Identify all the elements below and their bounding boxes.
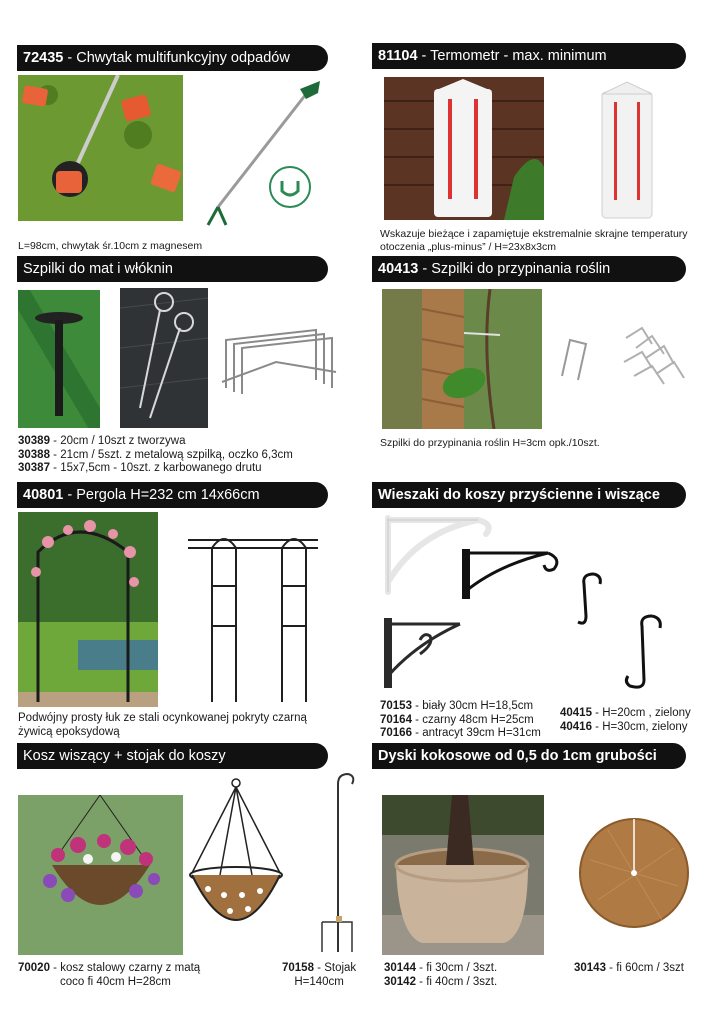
list-item: 30143 - fi 60cm / 3szt	[574, 962, 684, 974]
mat-pin-wire-image	[216, 318, 342, 398]
list-item: 40415 - H=20cm , zielony	[560, 707, 691, 719]
item-desc: fi 60cm / 3szt	[616, 962, 684, 974]
product-code: 70020	[18, 962, 50, 974]
item-desc-2: H=140cm	[294, 975, 344, 988]
product-code: 30142	[384, 975, 416, 988]
basket-product-image	[186, 775, 286, 955]
item-desc: 20cm / 10szt z tworzywa	[60, 435, 186, 447]
header-mat-pins	[17, 256, 328, 282]
section-title: Termometr - max. minimum	[430, 48, 607, 64]
product-code: 70166	[380, 727, 412, 739]
product-code: 40801	[23, 487, 64, 503]
item-desc: kosz stalowy czarny z matą	[60, 962, 201, 974]
product-code: 30388	[18, 448, 50, 461]
section-title: Chwytak multifunkcyjny odpadów	[76, 50, 290, 66]
product-code: 30389	[18, 435, 50, 447]
picker-tool-image	[192, 75, 327, 235]
basket-caption	[18, 962, 200, 989]
list-item: 30387 - 15x7,5cm - 10szt. z karbowanego drutu	[18, 462, 262, 474]
header-picker: 72435 - Chwytak multifunkcyjny odpadów	[17, 45, 328, 71]
product-code: 70158	[282, 962, 314, 974]
item-desc: 15x7,5cm - 10szt. z karbowanego drutu	[60, 462, 262, 474]
list-item: 70020 - kosz stalowy czarny z matą	[18, 962, 201, 974]
list-item: 30388 - 21cm / 5szt. z metalową szpilką, oczko 6,3cm	[18, 448, 293, 461]
mat-pin-metal-photo	[120, 288, 208, 428]
hook-small-image	[572, 570, 606, 630]
item-desc: biały 30cm H=18,5cm	[422, 700, 534, 712]
section-title: Kosz wiszący + stojak do koszy	[23, 748, 226, 764]
header-plant-pins: 40413 - Szpilki do przypinania roślin	[372, 256, 686, 282]
product-code: 40416	[560, 720, 592, 733]
pergola-garden-photo	[18, 512, 158, 707]
product-code: 30143	[574, 962, 606, 974]
item-desc-2: coco fi 40cm H=28cm	[60, 975, 171, 988]
item-desc: czarny 48cm H=25cm	[422, 713, 534, 726]
section-title: Pergola H=232 cm 14x66cm	[76, 487, 260, 503]
coco-single-caption	[574, 962, 684, 976]
item-desc: 21cm / 5szt. z metalową szpilką, oczko 6,3cm	[60, 448, 293, 461]
header-thermometer: 81104 - Termometr - max. minimum	[372, 43, 686, 69]
header-basket	[17, 743, 328, 769]
item-desc: fi 40cm / 3szt.	[426, 975, 498, 988]
list-item: 70164 - czarny 48cm H=25cm	[380, 713, 534, 726]
product-code: 40415	[560, 707, 592, 719]
list-item: 40416 - H=30cm, zielony	[560, 720, 688, 733]
item-desc: antracyt 39cm H=31cm	[422, 727, 541, 739]
item-desc: H=20cm , zielony	[602, 707, 691, 719]
header-coco-discs	[372, 743, 686, 769]
hanger-black-image	[458, 545, 566, 603]
hooks-list	[560, 707, 691, 734]
coco-disc-planter-photo	[382, 795, 544, 955]
thermometer-caption: Wskazuje bieżące i zapamiętuje ekstremalnie skrajne temperatury otoczenia „plus-minus” / H=23x8x3cm	[380, 228, 688, 253]
header-pergola: 40801 - Pergola H=232 cm 14x66cm	[17, 482, 328, 508]
coco-disc-image	[578, 800, 690, 946]
list-item: 30144 - fi 30cm / 3szt.	[384, 962, 498, 974]
plant-pin-product-image	[556, 318, 696, 398]
list-item: 30389 - 20cm / 10szt z tworzywa	[18, 435, 186, 447]
product-code: 30144	[384, 962, 416, 974]
coco-list	[384, 962, 497, 989]
item-desc: fi 30cm / 3szt.	[426, 962, 498, 974]
product-code: 40413	[378, 261, 419, 277]
product-code: 70164	[380, 713, 412, 726]
list-item: 70166 - antracyt 39cm H=31cm	[380, 727, 541, 739]
pergola-product-image	[178, 526, 323, 706]
hangers-list	[380, 700, 541, 741]
mat-pin-plastic-photo	[18, 290, 100, 428]
list-item: 70153 - biały 30cm H=18,5cm	[380, 700, 534, 712]
product-code: 30387	[18, 462, 50, 474]
basket-stand-image	[312, 772, 362, 956]
list-item: 70158 - Stojak	[282, 962, 357, 974]
item-desc: H=30cm, zielony	[602, 720, 688, 733]
section-title: Dyski kokosowe od 0,5 do 1cm grubości	[378, 748, 657, 764]
list-item: 30142 - fi 40cm / 3szt.	[384, 975, 498, 988]
hanger-anthracite-image	[380, 614, 468, 694]
section-title: Szpilki do mat i włóknin	[23, 261, 173, 277]
header-hangers	[372, 482, 686, 508]
item-desc: Stojak	[324, 962, 357, 974]
plant-pin-photo	[382, 289, 542, 429]
plant-pins-caption: Szpilki do przypinania roślin H=3cm opk./10szt.	[380, 437, 600, 449]
thermometer-wall-photo	[384, 77, 544, 220]
section-title: Szpilki do przypinania roślin	[431, 261, 611, 277]
mat-pins-list	[18, 435, 293, 476]
picker-lawn-photo	[18, 75, 183, 221]
pergola-caption: Podwójny prosty łuk ze stali ocynkowanej pokryty czarną żywicą epoksydową	[18, 712, 307, 738]
picker-caption: L=98cm, chwytak śr.10cm z magnesem	[18, 240, 203, 252]
product-code: 72435	[23, 50, 64, 66]
hook-large-image	[616, 612, 668, 692]
stand-caption	[282, 962, 356, 989]
product-code: 81104	[378, 48, 418, 64]
hanging-basket-photo	[18, 795, 183, 955]
product-code: 70153	[380, 700, 412, 712]
thermometer-product-image	[598, 80, 656, 220]
section-title: Wieszaki do koszy przyścienne i wiszące	[378, 487, 660, 503]
